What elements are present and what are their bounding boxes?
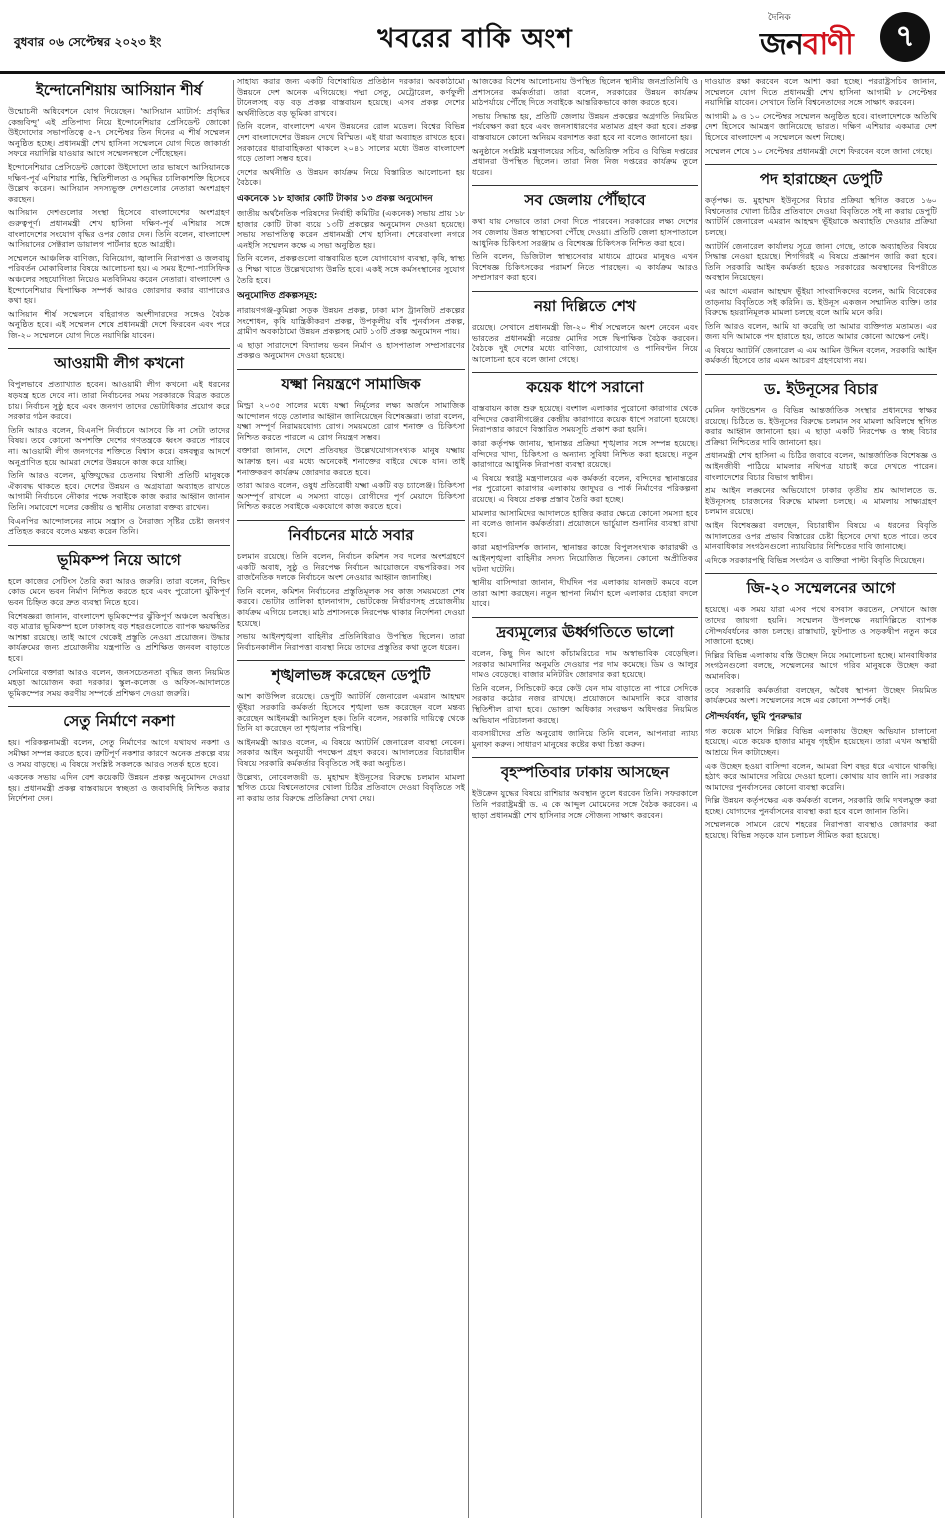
paragraph: আশ কাউন্সিল রয়েছে। ডেপুটি অ্যাটর্নি জেনারেল এমরান আহম্মদ ভূঁইয়া সরকারি কর্মকর্তা হিসেবে শৃঙ্খলা ভঙ্গ করেছেন বলে মন্তব্য করেছেন আইনমন্ত্রী আনিসুল হক। তিনি বলেন, সরকারি দায়িত্বে থেকে তিনি যা করেছেন তা শৃঙ্খলার পরিপন্থি। (237, 691, 465, 734)
paragraph: জাতীয় অর্থনৈতিক পরিষদের নির্বাহী কমিটির (একনেক) সভায় প্রায় ১৮ হাজার কোটি টাকা ব্যয়ে ১৩টি প্রকল্পের অনুমোদন দেওয়া হয়েছে। সভায় সভাপতিত্ব করেন প্রধানমন্ত্রী শেখ হাসিনা। শেরেবাংলা নগরে এনইসি সম্মেলন কক্ষে এ সভা অনুষ্ঠিত হয়। (237, 207, 465, 250)
article-before-g20 (705, 573, 937, 840)
column-divider (233, 80, 234, 1518)
paragraph: আসিয়ান শীর্ষ সম্মেলনে বহিরাগত অংশীদারদের সঙ্গেও বৈঠক অনুষ্ঠিত হবে। এই সম্মেলন শেষে প্রধানমন্ত্রী দেশে ফিরবেন এবং পরে জি-২০ সম্মেলনে যোগ দিতে নয়াদিল্লি যাবেন। (8, 308, 230, 340)
paragraph: মেনিন ফাউন্ডেশন ও বিভিন্ন আন্তর্জাতিক সংস্থার প্রধানদের স্বাক্ষর রয়েছে। চিঠিতে ড. ইউনূসের বিরুদ্ধে চলমান সব মামলা অবিলম্বে স্থগিত করার আহ্বান জানানো হয়। এ ছাড়া একটি নিরপেক্ষ ও স্বচ্ছ বিচার প্রক্রিয়া নিশ্চিতের দাবি জানানো হয়। (705, 405, 937, 447)
logo-part-1: জন (760, 27, 803, 62)
article-new-delhi (472, 291, 698, 364)
paragraph: এর আগে এমরান আহম্মদ ভূঁইয়া সাংবাদিকদের বলেন, আমি বিবেকের তাড়নায় বিবৃতিতে সই করিনি। ড. ইউনূস একজন সম্মানিত ব্যক্তি। তার বিরুদ্ধে হয়রানিমূলক মামলা চলছে বলে আমি মনে করি। (705, 285, 937, 318)
subheading: একনেকে ১৮ হাজার কোটি টাকার ১৩ প্রকল্প অনুমোদন (237, 193, 433, 204)
headline[interactable]: ইন্দোনেশিয়ায় আসিয়ান শীর্ষ (35, 81, 203, 99)
column-1 (8, 76, 230, 1521)
logo-tagline: দৈনিক (768, 13, 791, 23)
paragraph: আগামী ৯ ও ১০ সেপ্টেম্বর সম্মেলন অনুষ্ঠিত হবে। বাংলাদেশকে অতিথি দেশ হিসেবে আমন্ত্রণ জানিয়েছে ভারত। দক্ষিণ এশিয়ার একমাত্র দেশ হিসেবে বাংলাদেশ এ সম্মেলনে অংশ নিচ্ছে। (705, 110, 937, 142)
column-4 (705, 76, 937, 1521)
paragraph: উন্মোচনী অধিবেশনে যোগ দিয়েছেন। 'আসিয়ান ম্যাটার্স: প্রবৃদ্ধির কেন্দ্রবিন্দু' এই প্রতিপাদ্য নিয়ে ইন্দোনেশিয়ার প্রেসিডেন্ট জোকো উইদোদোর সভাপতিত্বে ৫-৭ সেপ্টেম্বর তিন দিনের এ শীর্ষ সম্মেলন অনুষ্ঠিত হচ্ছে। প্রধানমন্ত্রী শেখ হাসিনা সম্মেলনে যোগ দিতে জাকার্তা সফরে নয়াদিল্লি যাওয়ার আগে সম্মেলনস্থলে পৌঁছেছেন। (8, 106, 230, 159)
paragraph: সম্মেলন শেষে ১০ সেপ্টেম্বর প্রধানমন্ত্রী দেশে ফিরবেন বলে জানা গেছে। (705, 145, 933, 156)
article-continued (472, 76, 698, 177)
article-election-field (237, 520, 465, 652)
paragraph: এদিকে সরকারপন্থি বিভিন্ন সংগঠন ও ব্যক্তিরা পাল্টা বিবৃতি দিয়েছেন। (705, 554, 925, 565)
article-yunus-trial (705, 374, 937, 565)
article-earthquake (8, 545, 230, 699)
paragraph: তিনি আরও বলেন, বিএনপি নির্বাচনে আসবে কি না সেটা তাদের বিষয়। তবে কোনো অপশক্তি দেশের গণতন্ত্রকে ধ্বংস করতে পারবে না। আওয়ামী লীগ জনগণের শক্তিতে বিশ্বাস করে। বঙ্গবন্ধুর আদর্শে অনুপ্রাণিত হয়ে আমরা দেশের উন্নয়নে কাজ করে যাচ্ছি। (8, 424, 230, 467)
paragraph: একনেক সভায় এদিন বেশ কয়েকটি উন্নয়ন প্রকল্প অনুমোদন দেওয়া হয়। প্রধানমন্ত্রী প্রকল্প বাস্তবায়নে স্বচ্ছতা ও জবাবদিহি নিশ্চিত করার নির্দেশনা দেন। (8, 772, 230, 804)
paragraph: এ বিষয়ে অ্যাটর্নি জেনারেল এ এম আমিন উদ্দিন বলেন, সরকারি আইন কর্মকর্তা হিসেবে তার এমন আচরণ গ্রহণযোগ্য নয়। (705, 344, 937, 366)
paragraph: কথা যায় সেভাবে তারা সেবা দিতে পারবেন। সরকারের লক্ষ্য দেশের সব জেলায় উন্নত স্বাস্থ্যসেবা পৌঁছে দেওয়া। প্রতিটি জেলা হাসপাতালে আধুনিক চিকিৎসা সরঞ্জাম ও বিশেষজ্ঞ চিকিৎসক নিশ্চিত করা হবে। (472, 216, 698, 248)
paragraph: আইনমন্ত্রী আরও বলেন, এ বিষয়ে অ্যাটর্নি জেনারেল ব্যবস্থা নেবেন। সরকার আইন অনুযায়ী পদক্ষেপ গ্রহণ করবে। আদালতের বিচারাধীন বিষয়ে সরকারি কর্মকর্তার বিবৃতিতে সই করা অনুচিত। (237, 736, 465, 768)
paragraph: এ ছাড়া সারাদেশে বিদ্যালয় ভবন নির্মাণ ও হাসপাতাল সম্প্রসারণের প্রকল্পও অনুমোদন দেওয়া হয়েছে। (237, 339, 465, 361)
article-awami-league (8, 348, 230, 536)
paragraph: সম্মেলনকে সামনে রেখে শহরের নিরাপত্তা ব্যবস্থাও জোরদার করা হয়েছে। বিভিন্ন সড়কে যান চলাচল সীমিত করা হয়েছে। (705, 819, 937, 841)
article-continued-ecnec (237, 76, 465, 361)
section-title: খবরের বাকি অংশ (377, 24, 573, 54)
paragraph: দেশের অর্থনীতি ও উন্নয়ন কার্যক্রম নিয়ে বিস্তারিত আলোচনা হয় বৈঠকে। (237, 166, 465, 188)
paragraph: তবে সরকারি কর্মকর্তারা বলছেন, অবৈধ স্থাপনা উচ্ছেদ নিয়মিত কার্যক্রমের অংশ। সম্মেলনের সঙ্গে এর কোনো সম্পর্ক নেই। (705, 684, 937, 706)
paragraph: দিল্লির বিভিন্ন এলাকায় বস্তি উচ্ছেদ নিয়ে সমালোচনা হচ্ছে। মানবাধিকার সংগঠনগুলো বলছে, সম্মেলনের আগে গরিব মানুষকে উচ্ছেদ করা অমানবিক। (705, 649, 937, 681)
paragraph: তিনি বলেন, প্রকল্পগুলো বাস্তবায়িত হলে যোগাযোগ ব্যবস্থা, কৃষি, স্বাস্থ্য ও শিক্ষা খাতে উল্লেখযোগ্য উন্নতি হবে। একই সঙ্গে কর্মসংস্থানের সুযোগ তৈরি হবে। (237, 253, 465, 285)
paragraph: তিনি বলেন, বাংলাদেশ এখন উন্নয়নের রোল মডেল। বিশ্বের বিভিন্ন দেশ বাংলাদেশের উন্নয়ন দেখে বিস্মিত। এই ধারা অব্যাহত রাখতে হবে। সরকারের ধারাবাহিকতা থাকলে ২০৪১ সালের মধ্যে উন্নত বাংলাদেশ গড়ে তোলা সম্ভব হবে। (237, 121, 465, 164)
headline[interactable]: নির্বাচনের মাঠে সবার (237, 520, 465, 545)
paragraph: আইন বিশেষজ্ঞরা বলছেন, বিচারাধীন বিষয়ে এ ধরনের বিবৃতি আদালতের ওপর প্রভাব বিস্তারের চেষ্টা হিসেবে দেখা হতে পারে। তবে মানবাধিকার সংগঠনগুলো ন্যায়বিচার নিশ্চিতের দাবি জানাচ্ছে। (705, 520, 937, 552)
paragraph: সাহায্য করার জন্য একটি বিশেষায়িত প্রতিষ্ঠান দরকার। অবকাঠামো উন্নয়নে দেশ অনেক এগিয়েছে। পদ্মা সেতু, মেট্রোরেল, কর্ণফুলী টানেলসহ বড় বড় প্রকল্প বাস্তবায়ন হয়েছে। এসব প্রকল্প দেশের অর্থনীতিতে বড় ভূমিকা রাখবে। (237, 76, 465, 118)
paragraph: হয়েছে। এক সময় যারা এসব পথে বসবাস করতেন, সেখানে আজ তাদের জায়গা হয়নি। সম্মেলন উপলক্ষে নয়াদিল্লিতে ব্যাপক সৌন্দর্যবর্ধনের কাজ চলছে। রাস্তাঘাট, ফুটপাত ও সড়কদ্বীপ নতুন করে সাজানো হচ্ছে। (705, 604, 937, 647)
subheading: সৌন্দর্যবর্ধন, ভূমি পুনরুদ্ধার (705, 711, 802, 722)
paragraph: আসিয়ান দেশগুলোর সংস্থা হিসেবে বাংলাদেশের অংশগ্রহণ গুরুত্বপূর্ণ। প্রধানমন্ত্রী শেখ হাসিনা দক্ষিণ-পূর্ব এশিয়ার সঙ্গে বাংলাদেশের সংযোগ বৃদ্ধির ওপর জোর দেন। তিনি বলেন, বাংলাদেশ আসিয়ানের সেক্টরাল ডায়ালগ পার্টনার হতে আগ্রহী। (8, 207, 230, 250)
headline[interactable]: কয়েক ধাপে সরানো (472, 372, 698, 397)
article-tb-control (237, 369, 465, 512)
paragraph: বিপুলভাবে প্রত্যাখ্যাত হবেন। আওয়ামী লীগ কখনো এই ধরনের ষড়যন্ত্র হতে দেবে না। তারা নির্বাচনের সময় সরকারকে বিব্রত করতে চায়। নির্বাচন সুষ্ঠু হবে এবং জনগণ তাদের ভোটাধিকার প্রয়োগ করে সরকার গঠন করবে। (8, 379, 230, 422)
paragraph: গত কয়েক মাসে দিল্লির বিভিন্ন এলাকায় উচ্ছেদ অভিযান চালানো হয়েছে। এতে কয়েক হাজার মানুষ গৃহহীন হয়েছেন। তারা এখন অস্থায়ী আশ্রয়ে দিন কাটাচ্ছেন। (705, 725, 937, 757)
headline[interactable]: সব জেলায় পৌঁছাবে (472, 185, 698, 210)
article-moved-in-phases (472, 372, 698, 609)
paragraph: বক্তারা জানান, দেশে প্রতিবছর উল্লেখযোগ্যসংখ্যক মানুষ যক্ষ্মায় আক্রান্ত হন। এর মধ্যে অনেকেই শনাক্তের বাইরে থেকে যান। তাই শনাক্তকরণ কার্যক্রম জোরদার করতে হবে। (237, 445, 465, 477)
paragraph: এক উচ্ছেদ হওয়া বাসিন্দা বলেন, আমরা বিশ বছর ধরে এখানে থাকছি। হঠাৎ করে আমাদের সরিয়ে দেওয়া হলো। কোথায় যাব জানি না। সরকার আমাদের পুনর্বাসনের কোনো ব্যবস্থা করেনি। (705, 760, 937, 792)
article-continued-g20 (705, 76, 937, 156)
logo-wordmark (760, 20, 853, 71)
paragraph: দিল্লি উন্নয়ন কর্তৃপক্ষের এক কর্মকর্তা বলেন, সরকারি জমি দখলমুক্ত করা হচ্ছে। যোগ্যদের পুনর্বাসনের ব্যবস্থা করা হবে বলে জানান তিনি। (705, 795, 937, 816)
paragraph: নারায়ণগঞ্জ-কুমিল্লা সড়ক উন্নয়ন প্রকল্প, ঢাকা মাস ট্রানজিট প্রকল্পের সংশোধন, কৃষি যান্ত্রিকীকরণ প্রকল্প, উপকূলীয় বাঁধ পুনর্বাসন প্রকল্প, গ্রামীণ অবকাঠামো উন্নয়ন প্রকল্পসহ মোট ১৩টি প্রকল্প অনুমোদন পায়। (237, 305, 465, 337)
headline[interactable]: বৃহস্পতিবার ঢাকায় আসছেন (472, 757, 698, 782)
headline[interactable]: ড. ইউনূসের বিচার (705, 374, 937, 399)
issue-date: বুধবার ০৬ সেপ্টেম্বর ২০২৩ ইং (14, 35, 162, 49)
article-all-districts (472, 185, 698, 283)
paragraph: ইন্দোনেশিয়ার প্রেসিডেন্ট জোকো উইদোদো তার ভাষণে আসিয়ানকে দক্ষিণ-পূর্ব এশিয়ার শান্তি, স্থিতিশীলতা ও সমৃদ্ধির চালিকাশক্তি হিসেবে উল্লেখ করেন। আসিয়ান সদস্যভুক্ত দেশগুলোর নেতারা অংশগ্রহণ করছেন। (8, 161, 230, 204)
paragraph: বিএনপির আন্দোলনের নামে সন্ত্রাস ও নৈরাজ্য সৃষ্টির চেষ্টা জনগণ প্রতিহত করবে বলেও মন্তব্য করেন তিনি। (8, 515, 230, 537)
headline[interactable]: দ্রব্যমূল্যের ঊর্ধ্বগতিতে ভালো (472, 617, 698, 642)
paragraph: কারা কর্তৃপক্ষ জানায়, স্থানান্তর প্রক্রিয়া শৃঙ্খলার সঙ্গে সম্পন্ন হয়েছে। বন্দিদের খাদ্য, চিকিৎসা ও অন্যান্য সুবিধা নিশ্চিত করা হয়েছে। নতুন কারাগারে আধুনিক নিরাপত্তা ব্যবস্থা রয়েছে। (472, 438, 698, 470)
paragraph: কারা মহাপরিদর্শক জানান, স্থানান্তর কাজে বিপুলসংখ্যক কারারক্ষী ও আইনশৃঙ্খলা বাহিনীর সদস্য নিয়োজিত ছিলেন। কোনো অপ্রীতিকর ঘটনা ঘটেনি। (472, 542, 698, 574)
headline[interactable]: ভূমিকম্প নিয়ে আগে (8, 545, 230, 570)
paragraph: তিনি আরও বলেন, আমি যা করেছি তা আমার ব্যক্তিগত মতামত। এর জন্য যদি আমাকে পদ হারাতে হয়, তাতে আমার কোনো আক্ষেপ নেই। (705, 320, 937, 342)
paragraph: ইউক্রেন যুদ্ধের বিষয়ে রাশিয়ার অবস্থান তুলে ধরবেন তিনি। সফরকালে তিনি পররাষ্ট্রমন্ত্রী ড. এ কে আব্দুল মোমেনের সঙ্গে বৈঠক করবেন। এ ছাড়া প্রধানমন্ত্রী শেখ হাসিনার সঙ্গে সৌজন্য সাক্ষাৎ করবেন। (472, 788, 698, 820)
paragraph: এ বিষয়ে স্বরাষ্ট্র মন্ত্রণালয়ের এক কর্মকর্তা বলেন, বন্দিদের স্থানান্তরের পর পুরোনো কারাগার এলাকায় জাদুঘর ও পার্ক নির্মাণের পরিকল্পনা রয়েছে। এ বিষয়ে প্রকল্প প্রস্তাব তৈরি করা হচ্ছে। (472, 472, 698, 505)
headline[interactable]: আওয়ামী লীগ কখনো (8, 348, 230, 373)
column-2 (237, 76, 465, 1521)
paragraph: ব্যবসায়ীদের প্রতি অনুরোধ জানিয়ে তিনি বলেন, আপনারা ন্যায্য মুনাফা করুন। সাধারণ মানুষের কষ্টের কথা চিন্তা করুন। (472, 728, 698, 749)
headline[interactable]: শৃঙ্খলাভঙ্গ করেছেন ডেপুটি (237, 660, 465, 685)
page-number: ৭ (880, 12, 930, 62)
paragraph: তিনি বলেন, ডিজিটাল স্বাস্থ্যসেবার মাধ্যমে গ্রামের মানুষও এখন বিশেষজ্ঞ চিকিৎসকের পরামর্শ নিতে পারছেন। এ কার্যক্রম আরও সম্প্রসারণ করা হবে। (472, 251, 698, 283)
headline[interactable]: যক্ষ্মা নিয়ন্ত্রণে সামাজিক (237, 369, 465, 394)
article-deputy-losing-post (705, 164, 937, 366)
paragraph: সভায় আইনশৃঙ্খলা বাহিনীর প্রতিনিধিরাও উপস্থিত ছিলেন। তারা নির্বাচনকালীন নিরাপত্তা ব্যবস্থা নিয়ে তাদের প্রস্তুতির কথা তুলে ধরেন। (237, 631, 465, 652)
paragraph: উল্লেখ্য, নোবেলজয়ী ড. মুহাম্মদ ইউনূসের বিরুদ্ধে চলমান মামলা স্থগিত চেয়ে বিশ্বনেতাদের খোলা চিঠির প্রতিবাদে দেওয়া বিবৃতিতে সই না করায় তার বিরুদ্ধে প্রতিক্রিয়া দেখা দেয়। (237, 771, 465, 803)
paragraph: তিনি আরও বলেন, মুক্তিযুদ্ধের চেতনায় বিশ্বাসী প্রতিটি মানুষকে ঐক্যবদ্ধ থাকতে হবে। দেশের উন্নয়ন ও অগ্রযাত্রা অব্যাহত রাখতে আগামী নির্বাচনে নৌকার পক্ষে সবাইকে কাজ করার আহ্বান জানান তিনি। সমাবেশে দলের কেন্দ্রীয় ও স্থানীয় নেতারা বক্তব্য রাখেন। (8, 470, 230, 512)
paragraph: সভায় সিদ্ধান্ত হয়, প্রতিটি জেলায় উন্নয়ন প্রকল্পের অগ্রগতি নিয়মিত পর্যবেক্ষণ করা হবে এবং জনসাধারণের মতামত গ্রহণ করা হবে। প্রকল্প বাস্তবায়নে কোনো অনিয়ম বরদাশত করা হবে না বলেও জানানো হয়। (472, 110, 698, 142)
paragraph: তিনি বলেন, কমিশন নির্বাচনের প্রস্তুতিমূলক সব কাজ সময়মতো শেষ করবে। ভোটার তালিকা হালনাগাদ, ভোটকেন্দ্র নির্ধারণসহ প্রয়োজনীয় কার্যক্রম এগিয়ে চলছে। মাঠ প্রশাসনকে নিরপেক্ষ থাকার নির্দেশনা দেওয়া হয়েছে। (237, 585, 465, 628)
article-bridge-design (8, 706, 230, 804)
paragraph: তারা আরও বলেন, ওষুধ প্রতিরোধী যক্ষ্মা একটি বড় চ্যালেঞ্জ। চিকিৎসা অসম্পূর্ণ রাখলে এ সমস্যা বাড়ে। রোগীদের পূর্ণ মেয়াদে চিকিৎসা নিশ্চিত করতে সবাইকে একযোগে কাজ করতে হবে। (237, 480, 465, 512)
paragraph: সম্মেলনে আঞ্চলিক বাণিজ্য, বিনিয়োগ, জ্বালানি নিরাপত্তা ও জলবায়ু পরিবর্তন মোকাবিলার বিষয়ে আলোচনা হয়। এ সময় ইন্দো-প্যাসিফিক অঞ্চলের সহযোগিতা নিয়েও মতবিনিময় করেন নেতারা। বাংলাদেশ ও ইন্দোনেশিয়ার দ্বিপাক্ষিক সম্পর্ক আরও জোরদার করার ব্যাপারেও কথা হয়। (8, 252, 230, 306)
column-3 (472, 76, 698, 1521)
headline[interactable]: পদ হারাচ্ছেন ডেপুটি (705, 164, 937, 189)
masthead (0, 0, 945, 74)
paragraph: মিল্ড্রা ২০৩৫ সালের মধ্যে যক্ষ্মা নির্মূলের লক্ষ্য অর্জনে সামাজিক আন্দোলন গড়ে তোলার আহ্বান জানিয়েছেন বিশেষজ্ঞরা। তারা বলেন, যক্ষ্মা সম্পূর্ণ নিরাময়যোগ্য রোগ। সময়মতো রোগ শনাক্ত ও চিকিৎসা নিশ্চিত করতে পারলে এ রোগ নিয়ন্ত্রণ সম্ভব। (237, 400, 465, 442)
column-divider (468, 80, 469, 1518)
article-asean (8, 80, 230, 340)
paragraph: প্রধানমন্ত্রী শেখ হাসিনা এ চিঠির জবাবে বলেন, আন্তর্জাতিক বিশেষজ্ঞ ও আইনজীবী পাঠিয়ে মামলার নথিপত্র যাচাই করে দেখতে পারেন। বাংলাদেশের বিচার বিভাগ স্বাধীন। (705, 450, 937, 482)
paragraph: রয়েছে। সেখানে প্রধানমন্ত্রী জি-২০ শীর্ষ সম্মেলনে অংশ নেবেন এবং ভারতের প্রধানমন্ত্রী নরেন্দ্র মোদির সঙ্গে দ্বিপাক্ষিক বৈঠক করবেন। বৈঠকে দুই দেশের মধ্যে বাণিজ্য, যোগাযোগ ও পানিবণ্টন নিয়ে আলোচনা হবে বলে জানা গেছে। (472, 321, 698, 364)
paragraph: তিনি বলেন, সিন্ডিকেট করে কেউ যেন দাম বাড়াতে না পারে সেদিকে সরকার কঠোর নজর রাখছে। প্রয়োজনে আমদানি করে বাজার স্থিতিশীল রাখা হবে। ভোক্তা অধিকার সংরক্ষণ অধিদপ্তর নিয়মিত অভিযান পরিচালনা করছে। (472, 682, 698, 725)
headline[interactable]: নয়া দিল্লিতে শেখ (472, 291, 698, 316)
paragraph: বিশেষজ্ঞরা জানান, বাংলাদেশ ভূমিকম্পের ঝুঁকিপূর্ণ অঞ্চলে অবস্থিত। বড় মাত্রার ভূমিকম্প হলে ঢাকাসহ বড় শহরগুলোতে ব্যাপক ক্ষয়ক্ষতির আশঙ্কা রয়েছে। তাই আগে থেকেই প্রস্তুতি নেওয়া প্রয়োজন। উদ্ধার কার্যক্রমের জন্য প্রয়োজনীয় যন্ত্রপাতি ও প্রশিক্ষিত জনবল বাড়াতে হবে। (8, 610, 230, 663)
newspaper-logo (760, 10, 890, 62)
paragraph: বলেন, কিছু দিন আগে কাঁচামরিচের দাম অস্বাভাবিক বেড়েছিল। সরকার আমদানির অনুমতি দেওয়ার পর দাম কমেছে। ডিম ও আলুর দামও বেড়েছে। বাজার মনিটরিং জোরদার করা হয়েছে। (472, 647, 698, 680)
paragraph: অ্যাটর্নি জেনারেল কার্যালয় সূত্রে জানা গেছে, তাকে অব্যাহতির বিষয়ে সিদ্ধান্ত নেওয়া হয়েছে। শিগগিরই এ বিষয়ে প্রজ্ঞাপন জারি করা হবে। তিনি সরকারি আইন কর্মকর্তা হয়েও সরকারের অবস্থানের বিপরীতে অবস্থান নিয়েছেন। (705, 240, 937, 283)
paragraph: কর্তৃপক্ষ। ড. মুহাম্মদ ইউনূসের বিচার প্রক্রিয়া স্থগিত করতে ১৬০ বিশ্বনেতার খোলা চিঠির প্রতিবাদে দেওয়া বিবৃতিতে সই না করায় ডেপুটি অ্যাটর্নি জেনারেল এমরান আহম্মদ ভূঁইয়াকে অব্যাহতি দেওয়ার প্রক্রিয়া চলছে। (705, 195, 937, 237)
column-divider (701, 80, 702, 1518)
article-deputy-discipline (237, 660, 465, 803)
paragraph: হলে কাজের সেটিংস তৈরি করা আরও জরুরি। তারা বলেন, বিল্ডিং কোড মেনে ভবন নির্মাণ নিশ্চিত করতে হবে এবং পুরোনো ঝুঁকিপূর্ণ ভবন চিহ্নিত করে দ্রুত ব্যবস্থা নিতে হবে। (8, 575, 230, 607)
headline[interactable]: জি-২০ সম্মেলনের আগে (705, 573, 937, 598)
subheading: অনুমোদিত প্রকল্পসমূহ: (237, 291, 318, 302)
paragraph: আজকের বিশেষ আলোচনায় উপস্থিত ছিলেন স্থানীয় জনপ্রতিনিধি ও প্রশাসনের কর্মকর্তারা। তারা বলেন, সরকারের উন্নয়ন কার্যক্রম মাঠপর্যায়ে পৌঁছে দিতে সবাইকে আন্তরিকভাবে কাজ করতে হবে। (472, 76, 698, 108)
paragraph: মামলার আসামিদের আদালতে হাজির করার ক্ষেত্রে কোনো সমস্যা হবে না বলেও জানান কর্মকর্তারা। প্রয়োজনে ভার্চুয়াল শুনানির ব্যবস্থা রাখা হবে। (472, 507, 698, 539)
paragraph: অনুষ্ঠানে সংশ্লিষ্ট মন্ত্রণালয়ের সচিব, অতিরিক্ত সচিব ও বিভিন্ন দপ্তরের প্রধানরা উপস্থিত ছিলেন। তারা নিজ নিজ দপ্তরের কার্যক্রম তুলে ধরেন। (472, 145, 698, 177)
paragraph: সেমিনারে বক্তারা আরও বলেন, জনসচেতনতা বৃদ্ধির জন্য নিয়মিত মহড়া আয়োজন করা দরকার। স্কুল-কলেজ ও অফিস-আদালতে ভূমিকম্পের সময় করণীয় সম্পর্কে প্রশিক্ষণ দেওয়া জরুরি। (8, 666, 230, 698)
logo-part-2: বাণী (802, 27, 853, 62)
paragraph: শ্রম আইন লঙ্ঘনের অভিযোগে ঢাকার তৃতীয় শ্রম আদালতে ড. ইউনূসসহ চারজনের বিরুদ্ধে মামলা চলছে। এ মামলায় সাক্ষ্যগ্রহণ চলমান রয়েছে। (705, 485, 937, 517)
article-thursday-dhaka (472, 757, 698, 820)
article-price-hike (472, 617, 698, 749)
paragraph: দাওয়াত রক্ষা করবেন বলে আশা করা হচ্ছে। পররাষ্ট্রসচিব জানান, সম্মেলনে যোগ দিতে প্রধানমন্ত্রী শেখ হাসিনা আগামী ৮ সেপ্টেম্বর নয়াদিল্লি যাবেন। সেখানে তিনি বিশ্বনেতাদের সঙ্গে সাক্ষাৎ করবেন। (705, 76, 937, 108)
paragraph: চলমান রয়েছে। তিনি বলেন, নির্বাচন কমিশন সব দলের অংশগ্রহণে একটি অবাধ, সুষ্ঠু ও নিরপেক্ষ নির্বাচন আয়োজনে বদ্ধপরিকর। সব রাজনৈতিক দলকে নির্বাচনে অংশ নেওয়ার আহ্বান জানাচ্ছি। (237, 551, 465, 583)
paragraph: হয়। পরিকল্পনামন্ত্রী বলেন, সেতু নির্মাণের আগে যথাযথ নকশা ও সমীক্ষা সম্পন্ন করতে হবে। ত্রুটিপূর্ণ নকশার কারণে অনেক প্রকল্পে ব্যয় ও সময় বাড়ছে। এ বিষয়ে সংশ্লিষ্ট সকলকে আরও সতর্ক হতে হবে। (8, 737, 230, 769)
paragraph: স্থানীয় বাসিন্দারা জানান, দীর্ঘদিন পর এলাকায় যানজট কমবে বলে তারা আশা করছেন। নতুন স্থাপনা নির্মাণ হলে এলাকার চেহারা বদলে যাবে। (472, 577, 698, 609)
headline[interactable]: সেতু নির্মাণে নকশা (8, 706, 230, 731)
paragraph: বাস্তবায়ন কাজ শুরু হয়েছে। বংশাল এলাকার পুরোনো কারাগার থেকে বন্দিদের কেরানীগঞ্জের কেন্দ্রীয় কারাগারে কয়েক ধাপে সরানো হয়েছে। নিরাপত্তার কারণে বিস্তারিত সময়সূচি প্রকাশ করা হয়নি। (472, 403, 698, 435)
